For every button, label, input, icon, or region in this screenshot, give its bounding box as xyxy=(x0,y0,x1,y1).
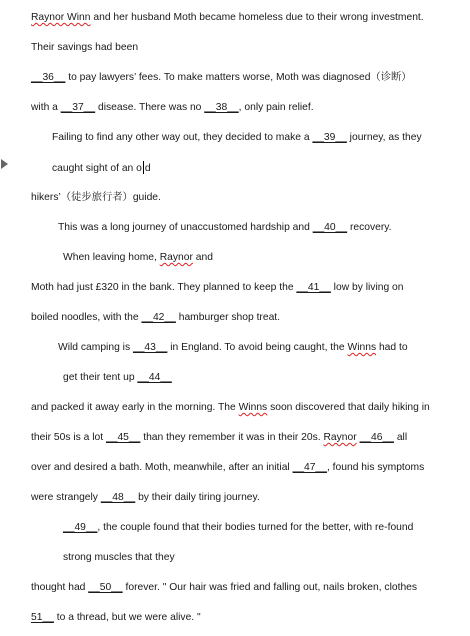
answer-blank: __43__ xyxy=(132,342,168,353)
text-line xyxy=(63,251,213,265)
text-run: boiled noodles, with the xyxy=(31,312,142,323)
spellcheck-word: Raynor xyxy=(159,252,193,263)
answer-blank: 51__ xyxy=(31,612,54,623)
text-run: over and desired a bath. Moth, meanwhile, after an initial xyxy=(31,462,293,473)
text-run: This was a long journey of unaccustomed hardship and xyxy=(58,222,313,233)
text-run: thought had xyxy=(31,582,89,593)
answer-blank: __44__ xyxy=(137,372,172,383)
text-line xyxy=(31,71,412,85)
text-run: get their tent up xyxy=(63,372,138,383)
text-line xyxy=(63,371,172,385)
text-run: and xyxy=(192,252,213,263)
text-run: hamburger shop treat. xyxy=(175,312,281,323)
text-run: strong muscles that they xyxy=(63,552,175,563)
text-run: recovery. xyxy=(347,222,392,233)
text-run: Their savings had been xyxy=(31,42,139,53)
text-run: and packed it away early in the morning. The xyxy=(31,402,239,413)
spellcheck-word: Raynor Winn xyxy=(31,12,91,23)
text-line xyxy=(31,581,417,595)
text-line xyxy=(31,491,260,505)
text-run: , found his symptoms xyxy=(326,462,425,473)
text-line xyxy=(63,551,175,565)
text-line xyxy=(31,101,314,115)
text-run: hikers’（徒步旅行者）guide. xyxy=(31,192,161,203)
text-run: to pay lawyers’ fees. To make matters worse, Moth was diagnosed（诊断） xyxy=(65,72,412,83)
text-run: by their daily tiring journey. xyxy=(135,492,260,503)
text-run: d xyxy=(144,163,151,174)
text-line xyxy=(31,11,424,25)
spellcheck-word: Winns xyxy=(238,402,268,413)
answer-blank: __36__ xyxy=(31,72,66,83)
text-line xyxy=(31,281,404,295)
answer-blank: __40__ xyxy=(312,222,348,233)
text-run: , the couple found that their bodies turned for the better, with re-found xyxy=(97,522,414,533)
text-run: in England. To avoid being caught, the xyxy=(167,342,348,353)
text-run: caught sight of an o xyxy=(52,163,142,174)
text-line xyxy=(58,341,408,355)
answer-blank: __45__ xyxy=(105,432,141,443)
spellcheck-word: Winns xyxy=(347,342,377,353)
answer-blank: __37__ xyxy=(60,102,96,113)
text-run: journey, as they xyxy=(346,132,422,143)
text-line xyxy=(63,521,413,535)
text-run: forever. " Our hair was fried and falling out, nails broken, clothes xyxy=(122,582,418,593)
text-cursor xyxy=(143,161,144,174)
text-run: all xyxy=(393,432,408,443)
text-line xyxy=(31,431,407,445)
text-line xyxy=(52,131,422,145)
answer-blank: __50__ xyxy=(88,582,123,593)
text-run: than they remember it was in their 20s. xyxy=(140,432,324,443)
text-run: were strangely xyxy=(31,492,101,503)
answer-blank: __38__ xyxy=(204,102,239,113)
text-line xyxy=(31,401,430,415)
answer-blank: __42__ xyxy=(141,312,176,323)
answer-blank: __48__ xyxy=(100,492,136,503)
spellcheck-word: Raynor xyxy=(323,432,357,443)
text-run: Failing to find any other way out, they decided to make a xyxy=(52,132,313,143)
text-run: had to xyxy=(376,342,408,353)
text-line xyxy=(52,161,151,176)
text-line xyxy=(58,221,392,235)
text-run: soon discovered that daily hiking in xyxy=(267,402,430,413)
text-run: , only pain relief. xyxy=(238,102,314,113)
text-run: disease. There was no xyxy=(95,102,205,113)
text-line xyxy=(31,611,201,625)
text-run: and her husband Moth became homeless due to their wrong investment. xyxy=(90,12,424,23)
collapse-triangle-icon[interactable] xyxy=(1,159,8,169)
text-run: Wild camping is xyxy=(58,342,133,353)
text-run: When leaving home, xyxy=(63,252,160,263)
answer-blank: __49__ xyxy=(63,522,98,533)
text-run: their 50s is a lot xyxy=(31,432,106,443)
text-line xyxy=(31,311,280,325)
answer-blank: __46__ xyxy=(359,432,394,443)
text-line xyxy=(31,191,161,205)
text-run: to a thread, but we were alive. " xyxy=(53,612,201,623)
text-run: with a xyxy=(31,102,61,113)
text-run: Moth had just £320 in the bank. They planned to keep the xyxy=(31,282,297,293)
answer-blank: __47__ xyxy=(292,462,327,473)
text-line xyxy=(31,41,138,55)
text-line xyxy=(31,461,424,475)
answer-blank: __41__ xyxy=(296,282,331,293)
text-run: low by living on xyxy=(330,282,404,293)
answer-blank: __39__ xyxy=(312,132,347,143)
